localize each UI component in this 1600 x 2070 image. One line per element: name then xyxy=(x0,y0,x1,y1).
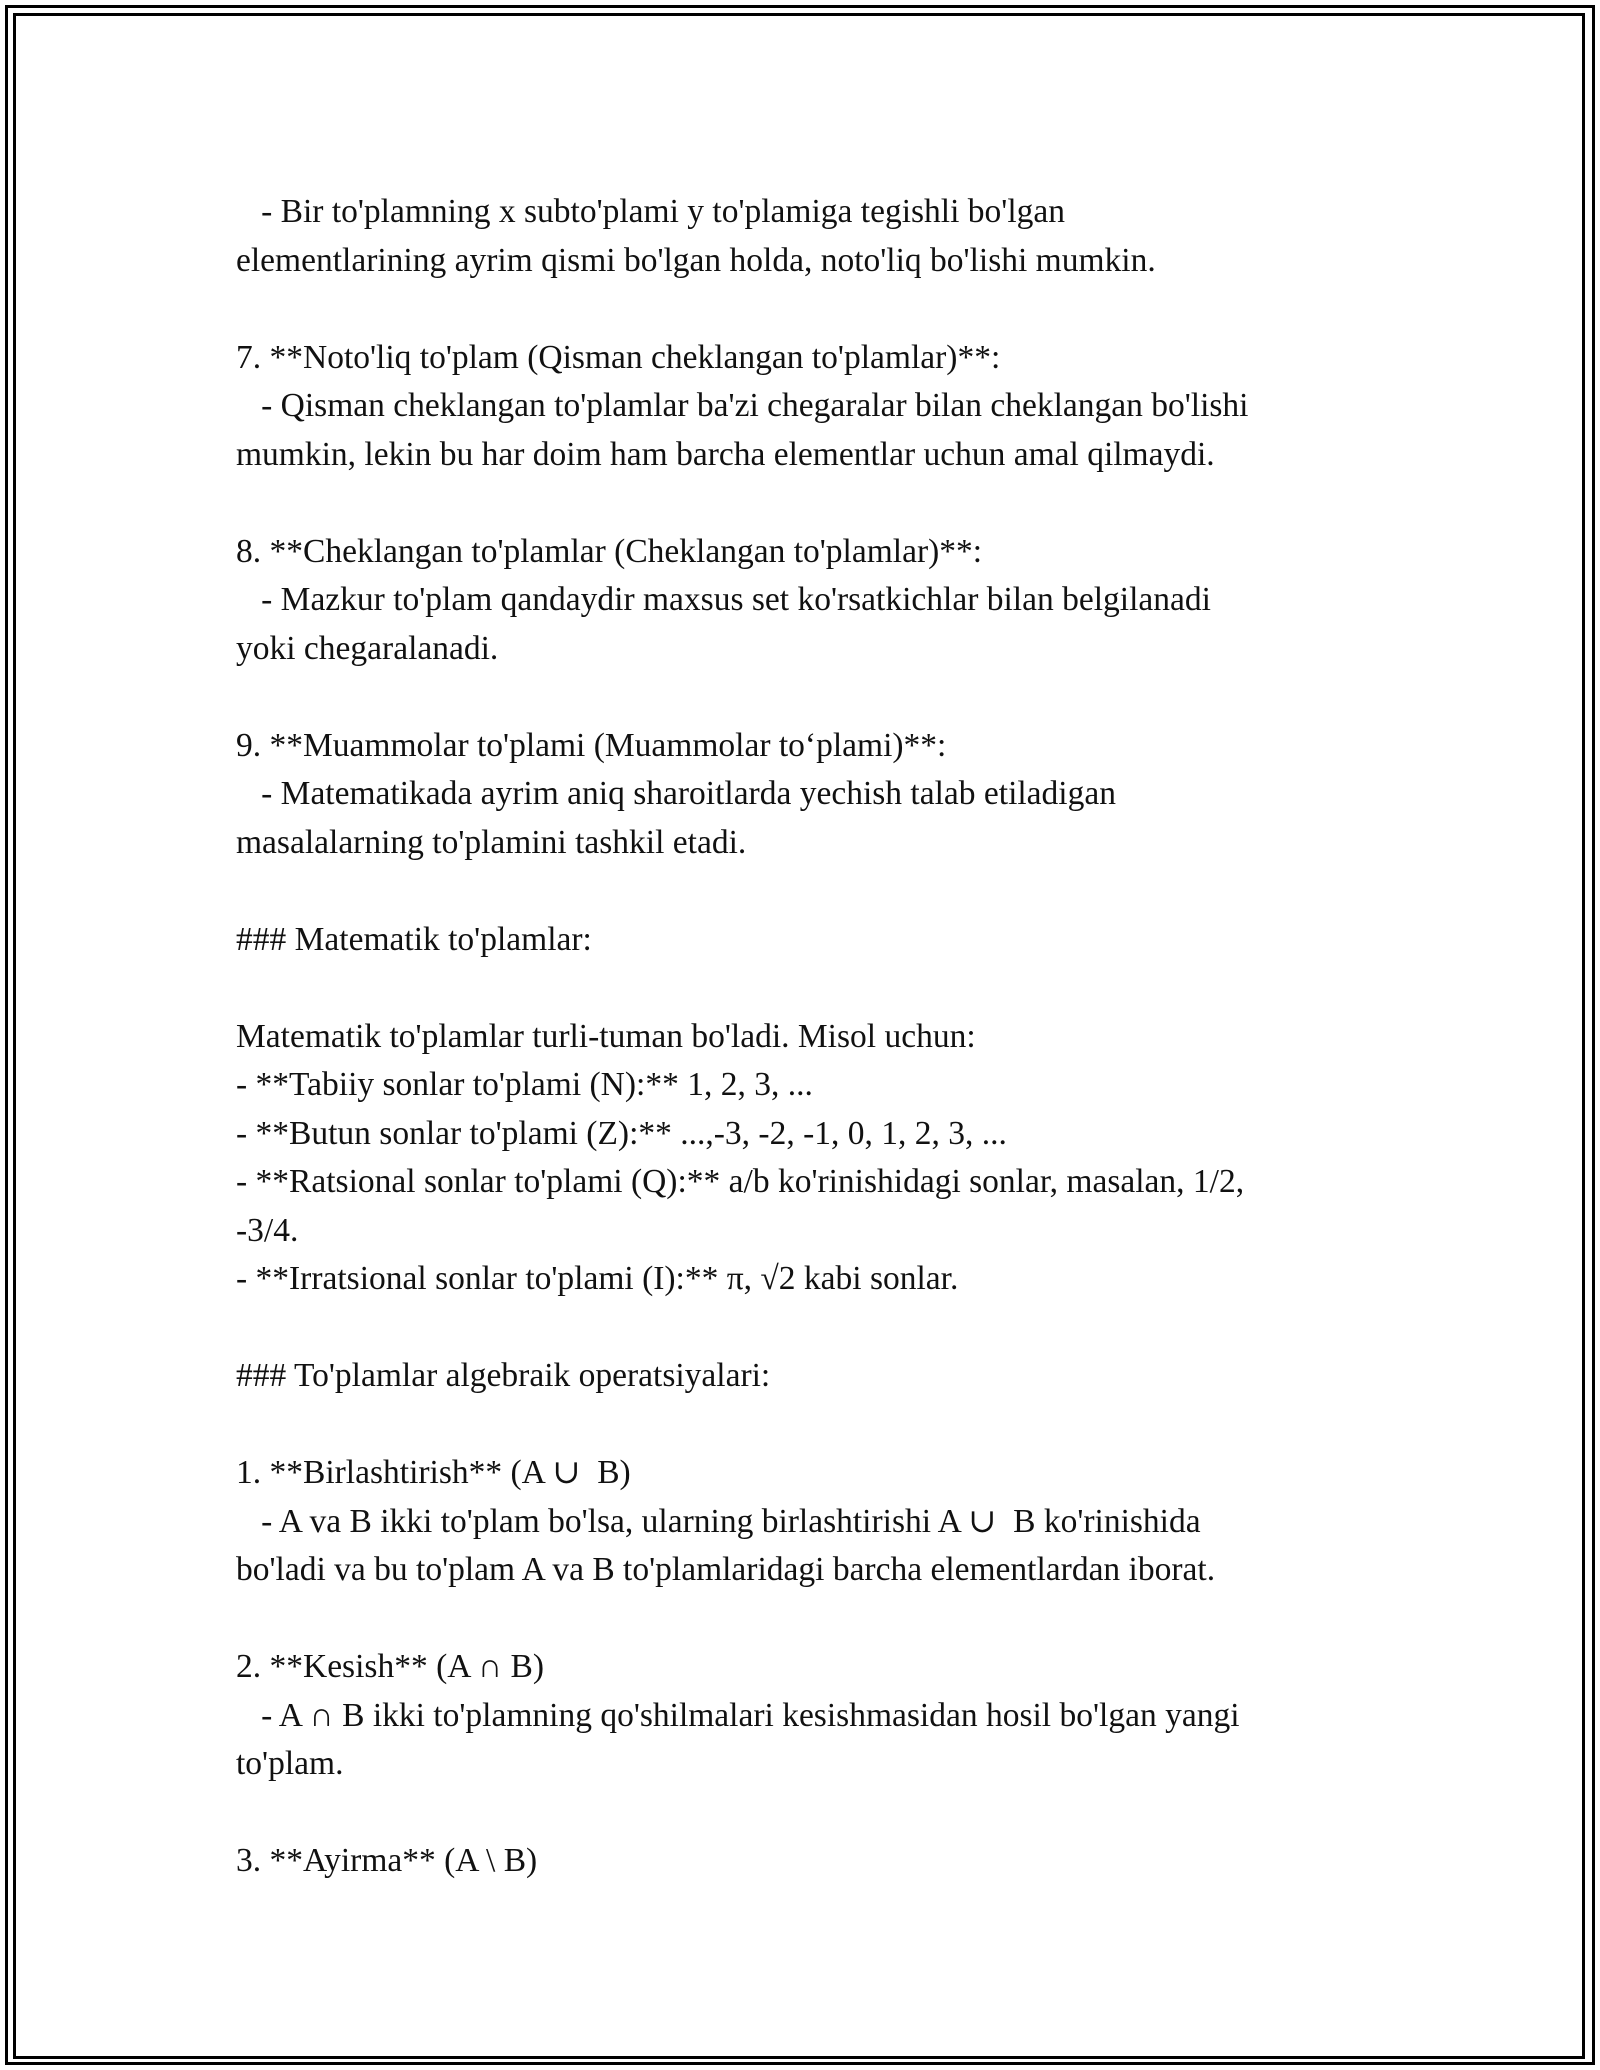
bullet-item: - **Ratsional sonlar to'plami (Q):** a/b ko'rinishidagi sonlar, masalan, 1/2, xyxy=(236,1163,1245,1200)
text-line: mumkin, lekin bu har doim ham barcha elementlar uchun amal qilmaydi. xyxy=(236,435,1215,473)
list-item-heading: 9. **Muammolar to'plami (Muammolar to‘plami)**: xyxy=(236,726,947,764)
blank-line xyxy=(236,964,1361,1013)
text-line: yoki chegaralanadi. xyxy=(236,629,499,667)
blank-line xyxy=(236,673,1361,722)
document-body xyxy=(236,188,1361,1886)
blank-line xyxy=(236,1401,1361,1450)
blank-line xyxy=(236,285,1361,334)
text-line: -3/4. xyxy=(236,1211,299,1249)
text-line: - Bir to'plamning x subto'plami y to'plamiga tegishli bo'lgan xyxy=(236,193,1065,230)
bullet-item: - **Butun sonlar to'plami (Z):** ...,-3, -2, -1, 0, 1, 2, 3, ... xyxy=(236,1114,1007,1152)
list-item-heading: 7. **Noto'liq to'plam (Qisman cheklangan to'plamlar)**: xyxy=(236,338,1001,376)
list-item-heading: 3. **Ayirma** (A \ B) xyxy=(236,1842,538,1879)
text-line: - A va B ikki to'plam bo'lsa, ularning birlashtirishi A ∪ B ko'rinishida xyxy=(236,1502,1201,1540)
blank-line xyxy=(236,479,1361,528)
blank-line xyxy=(236,1595,1361,1644)
blank-line xyxy=(236,1304,1361,1353)
blank-line xyxy=(236,1789,1361,1838)
text-line: to'plam. xyxy=(236,1745,344,1782)
text-line: bo'ladi va bu to'plam A va B to'plamlaridagi barcha elementlardan iborat. xyxy=(236,1551,1216,1588)
blank-line xyxy=(236,867,1361,916)
list-item-heading: 1. **Birlashtirish** (A ∪ B) xyxy=(236,1454,631,1491)
text-line: masalalarning to'plamini tashkil etadi. xyxy=(236,823,747,861)
text-line: - Matematikada ayrim aniq sharoitlarda yechish talab etiladigan xyxy=(236,775,1116,812)
section-heading: ### Matematik to'plamlar: xyxy=(236,920,592,958)
text-line: - A ∩ B ikki to'plamning qo'shilmalari kesishmasidan hosil bo'lgan yangi xyxy=(236,1696,1240,1734)
text-line: - Mazkur to'plam qandaydir maxsus set ko'rsatkichlar bilan belgilanadi xyxy=(236,581,1211,618)
text-line: elementlarining ayrim qismi bo'lgan holda, noto'liq bo'lishi mumkin. xyxy=(236,241,1156,279)
bullet-item: - **Irratsional sonlar to'plami (I):** π, √2 kabi sonlar. xyxy=(236,1260,959,1297)
section-heading: ### To'plamlar algebraik operatsiyalari: xyxy=(236,1357,771,1394)
bullet-item: - **Tabiiy sonlar to'plami (N):** 1, 2, 3, ... xyxy=(236,1066,813,1103)
list-item-heading: 8. **Cheklangan to'plamlar (Cheklangan to'plamlar)**: xyxy=(236,532,983,570)
text-line: Matematik to'plamlar turli-tuman bo'ladi. Misol uchun: xyxy=(236,1017,976,1055)
text-line: - Qisman cheklangan to'plamlar ba'zi chegaralar bilan cheklangan bo'lishi xyxy=(236,387,1249,424)
list-item-heading: 2. **Kesish** (A ∩ B) xyxy=(236,1648,545,1685)
